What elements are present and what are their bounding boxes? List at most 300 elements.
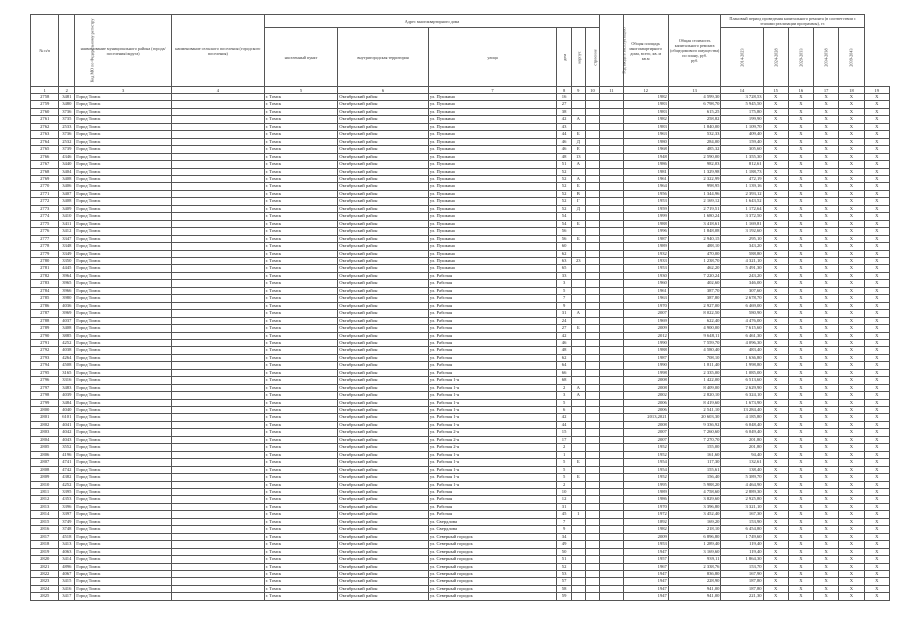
table-cell: 62 (557, 250, 572, 257)
table-cell: 346,00 (721, 280, 763, 287)
table-cell: 1948 (623, 153, 668, 160)
table-cell: 3415 (59, 578, 75, 585)
table-cell (172, 101, 265, 108)
table-cell (585, 585, 600, 592)
table-cell: Октябрьский район (338, 459, 429, 466)
table-cell: г. Томск (264, 571, 338, 578)
table-cell: X (763, 146, 788, 153)
table-cell (585, 571, 600, 578)
table-cell: 52 (557, 205, 572, 212)
table-cell: 42 (557, 332, 572, 339)
table-cell: X (839, 108, 864, 115)
table-row (31, 496, 890, 503)
table-cell: г. Томск (264, 265, 338, 272)
table-cell: X (814, 220, 839, 227)
table-cell: X (763, 198, 788, 205)
table-cell: ул. Рабочая (428, 325, 556, 332)
table-cell: X (814, 332, 839, 339)
table-cell: X (839, 436, 864, 443)
cell-building (600, 436, 623, 443)
table-cell: Октябрьский район (338, 131, 429, 138)
table-cell (172, 563, 265, 570)
cell-building (600, 205, 623, 212)
table-cell: X (814, 213, 839, 220)
table-cell: ул. Пушкина (428, 138, 556, 145)
table-cell: X (864, 384, 889, 391)
table-cell (172, 339, 265, 346)
table-cell: Октябрьский район (338, 571, 429, 578)
table-cell: X (763, 392, 788, 399)
table-cell: X (763, 280, 788, 287)
table-cell: X (814, 272, 839, 279)
table-cell: 10 (557, 489, 572, 496)
cell-building (600, 235, 623, 242)
table-cell: г. Томск (264, 295, 338, 302)
table-cell (172, 548, 265, 555)
table-row (31, 287, 890, 294)
table-cell (585, 556, 600, 563)
table-cell: X (788, 474, 813, 481)
cell-building (600, 414, 623, 421)
table-cell (585, 302, 600, 309)
table-cell: X (763, 354, 788, 361)
table-cell: Октябрьский район (338, 175, 429, 182)
table-cell (172, 161, 265, 168)
table-cell: 7 (557, 295, 572, 302)
table-cell: 2002 (623, 392, 668, 399)
table-cell: 622,40 (668, 317, 721, 324)
table-cell: ул. Рабочая 1-я (428, 451, 556, 458)
table-cell: г. Томск (264, 503, 338, 510)
table-cell: 218,10 (668, 526, 721, 533)
table-cell: X (814, 183, 839, 190)
table-cell: X (763, 563, 788, 570)
table-cell: 2 393,12 (721, 190, 763, 197)
table-row (31, 243, 890, 250)
table-cell: 1932 (623, 250, 668, 257)
cell-building (600, 243, 623, 250)
table-cell: X (788, 414, 813, 421)
cell-building (600, 161, 623, 168)
table-cell: ул. Рабочая (428, 369, 556, 376)
table-cell: г. Томск (264, 459, 338, 466)
table-cell: ул. Пушкина (428, 175, 556, 182)
table-cell: X (763, 94, 788, 101)
table-cell: Город Томск (75, 563, 172, 570)
table-cell (571, 101, 585, 108)
table-cell: Город Томск (75, 354, 172, 361)
table-cell: X (763, 332, 788, 339)
table-cell: Город Томск (75, 131, 172, 138)
table-cell: 2823 (31, 578, 59, 585)
table-cell: 53 (557, 571, 572, 578)
table-cell: X (864, 399, 889, 406)
table-cell: 1987 (623, 235, 668, 242)
table-cell: X (788, 459, 813, 466)
table-cell: г. Томск (264, 556, 338, 563)
table-cell: 941,00 (668, 593, 721, 600)
table-cell: X (814, 444, 839, 451)
table-cell: 1956 (623, 190, 668, 197)
table-cell: X (839, 526, 864, 533)
table-cell: X (763, 339, 788, 346)
table-cell (585, 451, 600, 458)
table-cell: 4063 (59, 548, 75, 555)
table-cell: г. Томск (264, 384, 338, 391)
table-cell: 199,90 (721, 116, 763, 123)
table-cell: ул. Рабочая 1-я (428, 377, 556, 384)
cell-building (600, 220, 623, 227)
table-cell: г. Томск (264, 407, 338, 414)
table-cell (571, 496, 585, 503)
table-cell: X (814, 496, 839, 503)
table-cell (172, 310, 265, 317)
table-cell (571, 369, 585, 376)
table-row (31, 407, 890, 414)
table-cell: А (571, 116, 585, 123)
table-cell: ул. Северный городок (428, 593, 556, 600)
table-cell (172, 131, 265, 138)
table-cell: X (839, 123, 864, 130)
table-cell: X (788, 138, 813, 145)
table-cell: X (763, 481, 788, 488)
table-cell: X (839, 332, 864, 339)
table-cell: X (864, 123, 889, 130)
table-cell (571, 429, 585, 436)
table-cell: X (839, 153, 864, 160)
table-cell: X (864, 571, 889, 578)
table-row (31, 116, 890, 123)
table-cell: 66 (557, 369, 572, 376)
column-number: 10 (585, 87, 600, 94)
table-cell (585, 161, 600, 168)
table-cell: X (814, 399, 839, 406)
table-cell: 1983 (623, 108, 668, 115)
table-cell: X (839, 541, 864, 548)
header-settlement-name: наименование сельского поселения (городского поселения) (172, 15, 265, 87)
cell-building (600, 474, 623, 481)
table-cell: Город Томск (75, 265, 172, 272)
table-cell: Город Томск (75, 153, 172, 160)
table-cell: 45 (557, 511, 572, 518)
column-number: 1 (31, 87, 59, 94)
table-cell: X (788, 369, 813, 376)
table-cell: X (839, 190, 864, 197)
table-cell: 2825 (31, 593, 59, 600)
table-cell (172, 108, 265, 115)
table-cell: X (814, 585, 839, 592)
table-cell: 20 603,30 (668, 414, 721, 421)
table-cell: 3 169,60 (668, 548, 721, 555)
cell-building (600, 429, 623, 436)
table-cell: X (788, 585, 813, 592)
table-cell: X (763, 459, 788, 466)
table-cell: 3396 (59, 503, 75, 510)
cell-building (600, 131, 623, 138)
table-cell: Б (571, 459, 585, 466)
header-house: дом (557, 28, 572, 87)
table-cell: г. Томск (264, 369, 338, 376)
table-cell: 3407 (59, 190, 75, 197)
table-cell (585, 250, 600, 257)
table-cell (585, 593, 600, 600)
table-cell: X (864, 444, 889, 451)
table-cell (571, 541, 585, 548)
table-cell: 1 840,00 (668, 123, 721, 130)
table-cell: 2812 (31, 496, 59, 503)
table-row (31, 339, 890, 346)
table-cell: г. Томск (264, 205, 338, 212)
table-cell: 27 (557, 325, 572, 332)
table-cell: ул. Рабочая (428, 317, 556, 324)
table-row (31, 362, 890, 369)
table-cell: Город Томск (75, 489, 172, 496)
table-cell (172, 444, 265, 451)
table-cell (585, 153, 600, 160)
table-row (31, 131, 890, 138)
table-cell: 343,20 (721, 243, 763, 250)
table-cell: X (763, 317, 788, 324)
table-cell: 3481 (59, 94, 75, 101)
table-cell: Октябрьский район (338, 101, 429, 108)
table-cell: X (864, 377, 889, 384)
table-cell (585, 295, 600, 302)
table-cell: г. Томск (264, 332, 338, 339)
table-cell: 295,10 (721, 235, 763, 242)
table-cell: г. Томск (264, 280, 338, 287)
table-cell (571, 518, 585, 525)
table-cell: X (839, 116, 864, 123)
table-cell: X (839, 459, 864, 466)
table-cell: 2816 (31, 526, 59, 533)
table-row (31, 526, 890, 533)
column-number: 11 (600, 87, 623, 94)
table-cell: X (788, 220, 813, 227)
column-number: 14 (721, 87, 763, 94)
table-cell: ул. Рабочая (428, 280, 556, 287)
table-cell: X (788, 190, 813, 197)
table-cell: X (763, 131, 788, 138)
table-cell: ул. Пушкина (428, 183, 556, 190)
table-cell (172, 287, 265, 294)
table-cell: 201,80 (721, 436, 763, 443)
cell-building (600, 444, 623, 451)
table-cell (585, 146, 600, 153)
table-cell: X (763, 250, 788, 257)
table-cell: X (864, 578, 889, 585)
table-cell (571, 362, 585, 369)
table-cell: Октябрьский район (338, 153, 429, 160)
table-row (31, 257, 890, 264)
table-cell: Город Томск (75, 496, 172, 503)
column-number: 16 (788, 87, 813, 94)
table-cell (571, 377, 585, 384)
header-korpus: корпус (571, 28, 585, 87)
table-cell: Город Томск (75, 243, 172, 250)
cell-building (600, 578, 623, 585)
table-cell: X (814, 466, 839, 473)
table-cell: ул. Рабочая 1-я (428, 384, 556, 391)
table-cell: 1989 (623, 243, 668, 250)
table-cell (585, 94, 600, 101)
header-mo-name: наименование муниципального района (города/ поселения/округа) (75, 15, 172, 87)
table-cell: 9 336,92 (668, 421, 721, 428)
table-cell: X (788, 287, 813, 294)
table-cell: X (839, 421, 864, 428)
table-cell: Город Томск (75, 518, 172, 525)
table-cell (172, 175, 265, 182)
table-cell: X (814, 146, 839, 153)
table-cell: 33 (557, 272, 572, 279)
table-cell: X (788, 161, 813, 168)
table-cell (585, 183, 600, 190)
table-cell: Город Томск (75, 392, 172, 399)
table-cell: X (788, 257, 813, 264)
table-cell: X (763, 175, 788, 182)
table-cell: г. Томск (264, 429, 338, 436)
table-cell: X (864, 101, 889, 108)
table-cell: X (814, 101, 839, 108)
table-cell (585, 384, 600, 391)
table-cell: 2785 (31, 295, 59, 302)
table-cell: X (788, 489, 813, 496)
table-cell: 1972 (623, 511, 668, 518)
table-cell: 2803 (31, 429, 59, 436)
table-cell (571, 265, 585, 272)
table-row (31, 108, 890, 115)
column-number: 3 (75, 87, 172, 94)
header-street: улица (428, 28, 556, 87)
table-cell: X (814, 138, 839, 145)
table-cell: г. Томск (264, 511, 338, 518)
table-cell: X (864, 496, 889, 503)
cell-building (600, 384, 623, 391)
table-cell: 54 (557, 213, 572, 220)
table-cell: 1963 (623, 131, 668, 138)
table-cell: X (788, 362, 813, 369)
table-cell: 3413 (59, 541, 75, 548)
table-cell (172, 354, 265, 361)
table-cell: ул. Северный городок (428, 541, 556, 548)
table-row (31, 123, 890, 130)
table-cell: Город Томск (75, 436, 172, 443)
table-cell: X (864, 168, 889, 175)
table-cell: 2784 (31, 287, 59, 294)
table-cell: X (839, 496, 864, 503)
table-cell: X (763, 474, 788, 481)
table-cell: 258,82 (668, 116, 721, 123)
table-cell (585, 399, 600, 406)
table-cell: X (864, 325, 889, 332)
table-cell: 1970 (623, 503, 668, 510)
table-cell: Октябрьский район (338, 578, 429, 585)
table-cell: 1964 (623, 183, 668, 190)
table-cell: 1983 (623, 101, 668, 108)
table-cell: ул. Пушкина (428, 161, 556, 168)
table-cell: ул. Пушкина (428, 131, 556, 138)
table-cell: X (814, 190, 839, 197)
table-cell: 2762 (31, 123, 59, 130)
table-cell: 387,70 (668, 287, 721, 294)
table-cell: 1 238,70 (668, 257, 721, 264)
table-cell: ул. Пушкина (428, 205, 556, 212)
table-cell: X (864, 228, 889, 235)
table-cell: Город Томск (75, 429, 172, 436)
table-row (31, 444, 890, 451)
table-cell: 1 188,73 (721, 168, 763, 175)
table-cell: 2822 (31, 571, 59, 578)
table-cell (172, 436, 265, 443)
table-cell: X (788, 429, 813, 436)
table-cell: г. Томск (264, 287, 338, 294)
table-cell: 12 (557, 496, 572, 503)
table-cell: 153,70 (721, 563, 763, 570)
table-cell: 1947 (623, 548, 668, 555)
table-cell: X (839, 347, 864, 354)
table-cell: Октябрьский район (338, 183, 429, 190)
table-cell: 941,00 (668, 585, 721, 592)
table-cell: X (864, 518, 889, 525)
table-cell: ул. Рабочая 1-я (428, 459, 556, 466)
table-cell: X (814, 250, 839, 257)
table-cell: Октябрьский район (338, 228, 429, 235)
table-cell: 836,80 (668, 571, 721, 578)
table-cell: Октябрьский район (338, 407, 429, 414)
table-cell: X (864, 190, 889, 197)
header-period-1: 2014-2023 (721, 28, 763, 87)
table-cell: г. Томск (264, 101, 338, 108)
table-cell: ул. Пушкина (428, 228, 556, 235)
table-cell: X (839, 354, 864, 361)
table-cell: г. Томск (264, 198, 338, 205)
table-row (31, 280, 890, 287)
table-cell (172, 213, 265, 220)
table-cell: ул. Рабочая (428, 503, 556, 510)
table-cell (571, 451, 585, 458)
table-cell: Октябрьский район (338, 190, 429, 197)
table-cell: Город Томск (75, 101, 172, 108)
table-cell: X (763, 153, 788, 160)
table-cell: 4 476,00 (721, 317, 763, 324)
table-cell: 7 220,24 (668, 272, 721, 279)
table-cell (571, 347, 585, 354)
table-cell: ул. Пушкина (428, 198, 556, 205)
table-cell: 56 (557, 228, 572, 235)
table-cell: X (788, 593, 813, 600)
table-cell (585, 548, 600, 555)
table-cell: Д (571, 205, 585, 212)
table-cell: 42 (557, 116, 572, 123)
table-cell: 2799 (31, 399, 59, 406)
table-cell: X (864, 548, 889, 555)
table-cell: Октябрьский район (338, 94, 429, 101)
table-cell: 4 900,00 (668, 325, 721, 332)
table-cell: 4196 (59, 451, 75, 458)
table-cell: 187,80 (721, 585, 763, 592)
table-cell (571, 593, 585, 600)
table-cell: X (839, 265, 864, 272)
table-cell: Город Томск (75, 541, 172, 548)
table-cell (172, 138, 265, 145)
table-cell: Город Томск (75, 325, 172, 332)
table-cell: ул. Пушкина (428, 116, 556, 123)
table-cell: 3 728,53 (721, 94, 763, 101)
table-cell: г. Томск (264, 138, 338, 145)
table-cell: 2 629,90 (721, 384, 763, 391)
table-cell: г. Томск (264, 474, 338, 481)
table-cell: Октябрьский район (338, 451, 429, 458)
table-cell: 1 289,40 (668, 541, 721, 548)
